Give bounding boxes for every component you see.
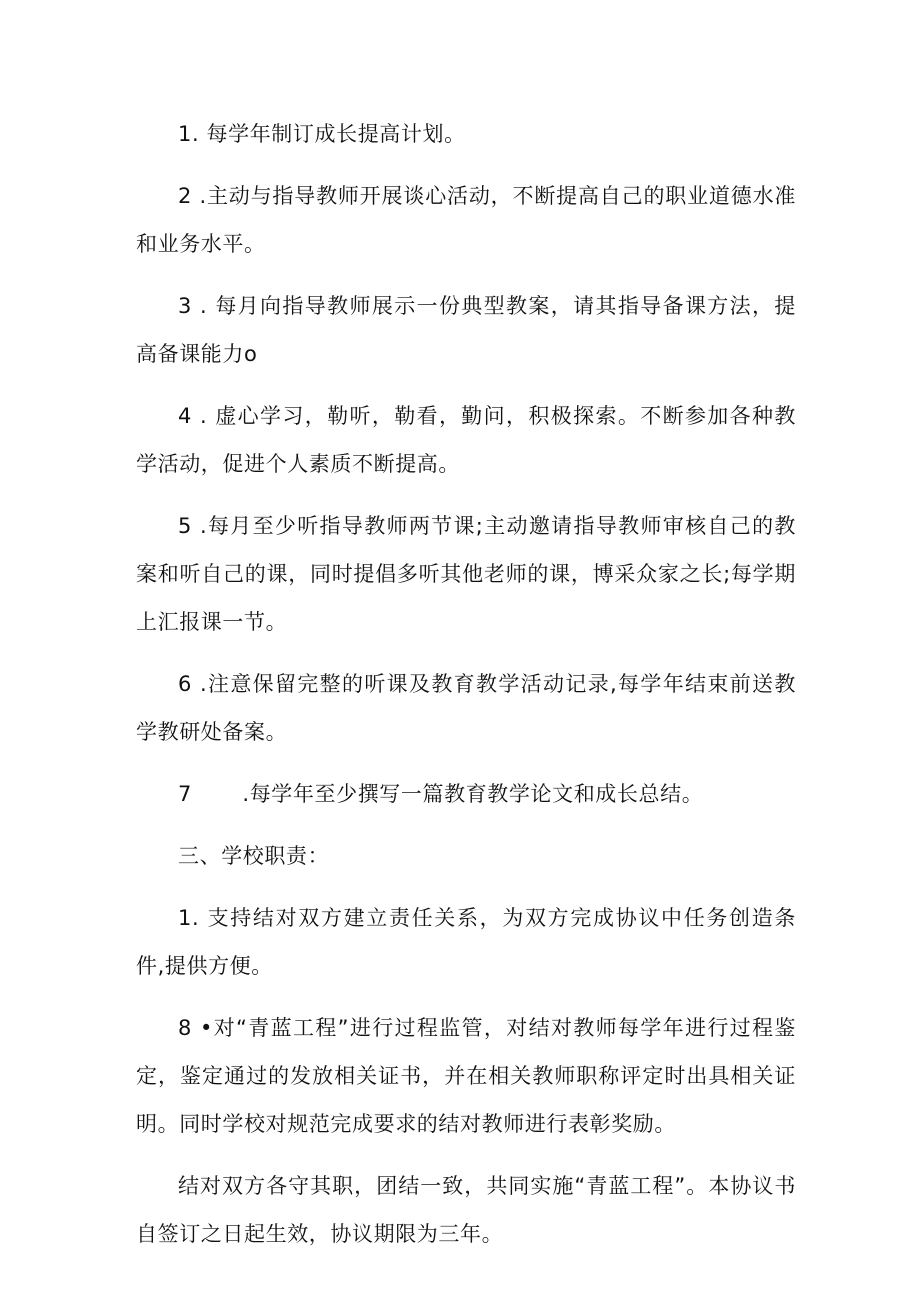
- paragraph-item-3: 3 . 每月向指导教师展示一份典型教案，请其指导备课方法，提高备课能力o: [136, 294, 796, 366]
- closing-paragraph: 结对双方各守其职，团结一致，共同实施“青蓝工程”。本协议书自签订之日起生效，协议期限为三年。: [136, 1174, 796, 1246]
- school-duty-item-1: 1. 支持结对双方建立责任关系，为双方完成协议中任务创造条件,提供方便。: [136, 906, 796, 978]
- paragraph-item-1: 1. 每学年制订成长提高计划。: [178, 122, 466, 146]
- document-body: [136, 110, 796, 1272]
- section-heading-school-duties: 三、学校职责：: [178, 844, 330, 868]
- paragraph-item-5: 5 .每月至少听指导教师两节课;主动邀请指导教师审核自己的教案和听自己的课，同时提倡多听其他老师的课，博采众家之长;每学期上汇报课一节。: [136, 514, 796, 634]
- school-duty-item-2: 8 •对“青蓝工程”进行过程监管，对结对教师每学年进行过程鉴定，鉴定通过的发放相关证书，并在相关教师职称评定时出具相关证明。同时学校对规范完成要求的结对教师进行表彰奖励。: [136, 1016, 796, 1136]
- paragraph-item-4: 4 . 虚心学习，勒听，勒看，勤问，积极探索。不断参加各种教学活动，促进个人素质不断提高。: [136, 404, 796, 476]
- paragraph-item-2: 2 .主动与指导教师开展谈心活动，不断提高自己的职业道德水准和业务水平。: [136, 184, 796, 256]
- paragraph-item-7: 7 .每学年至少撰写一篇教育教学论文和成长总结。: [178, 782, 704, 806]
- paragraph-item-6: 6 .注意保留完整的听课及教育教学活动记录,每学年结束前送教学教研处备案。: [136, 672, 796, 744]
